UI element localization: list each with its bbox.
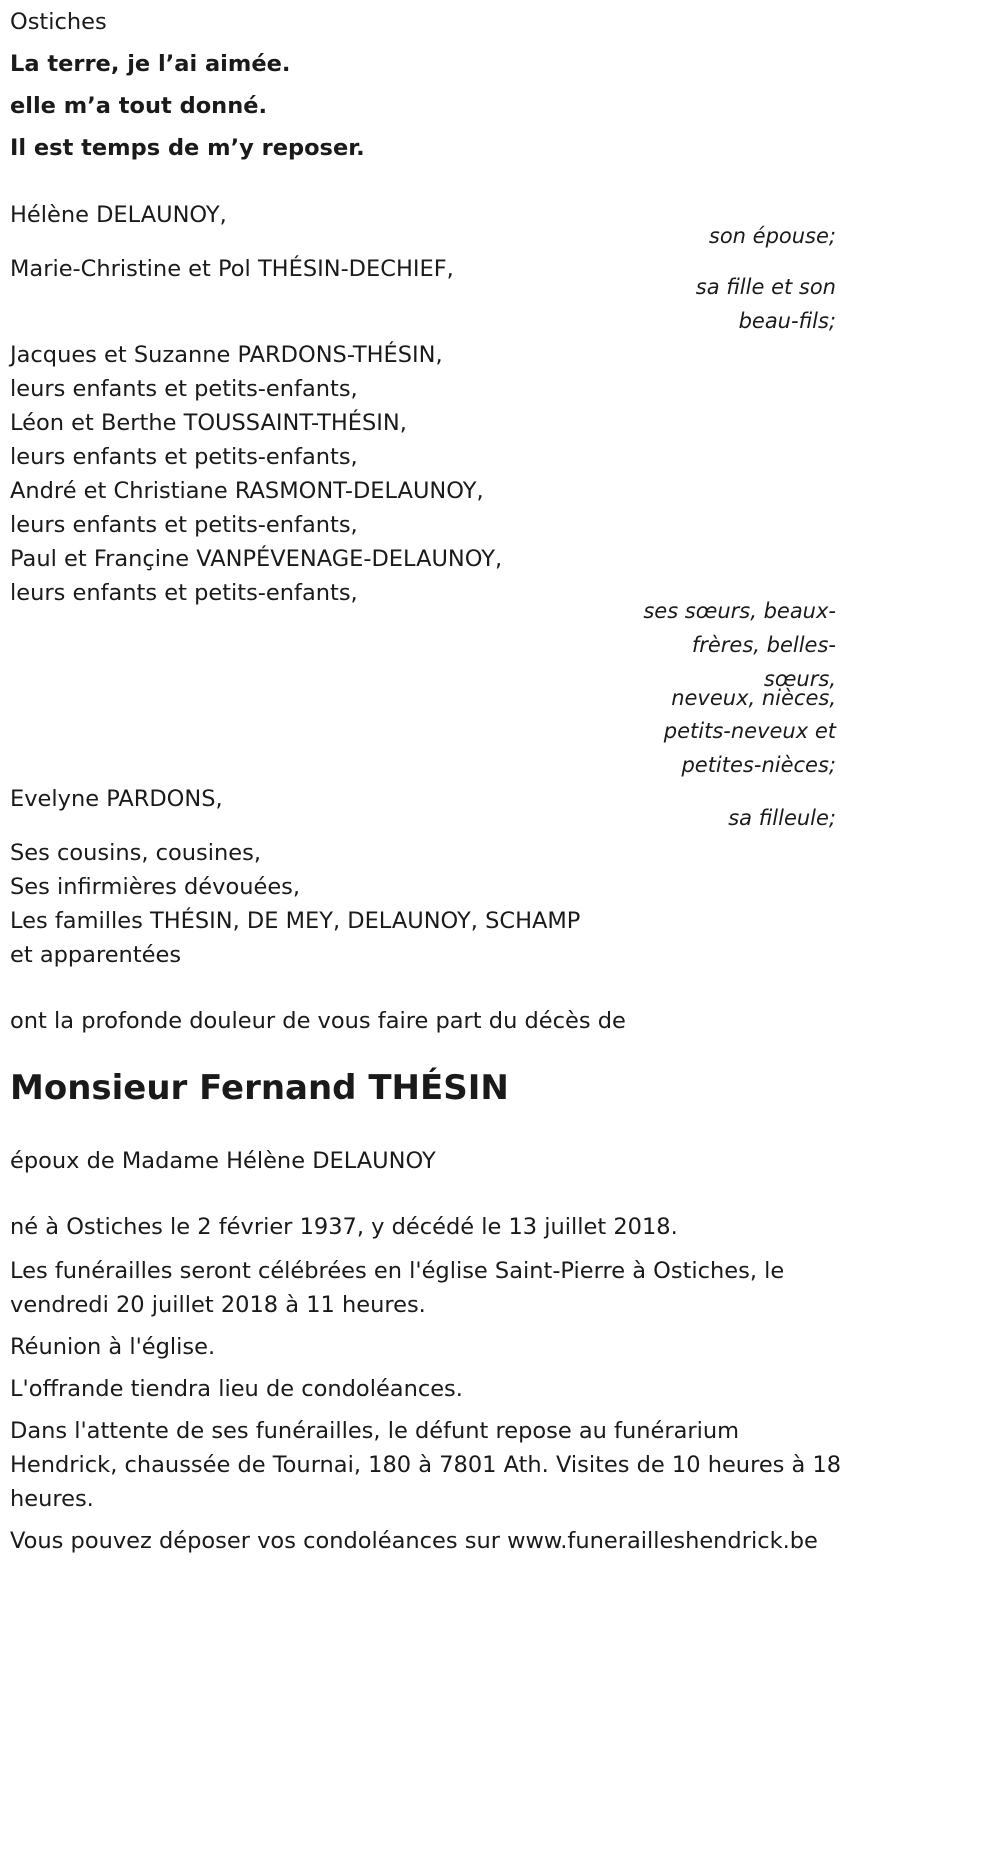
funeral-line: Les funérailles seront célébrées en l'église Saint-Pierre à Ostiches, le — [10, 1258, 785, 1284]
daughter-relation-line: sa fille et son — [695, 275, 836, 299]
epitaph-line: elle m’a tout donné. — [10, 93, 268, 119]
deceased-name: Monsieur Fernand THÉSIN — [10, 1068, 509, 1108]
rest-line: Dans l'attente de ses funérailles, le défunt repose au funérarium — [10, 1418, 740, 1444]
spouse-name: Hélène DELAUNOY, — [10, 202, 227, 228]
others-line: Les familles THÉSIN, DE MEY, DELAUNOY, SCHAMP — [10, 908, 581, 934]
epitaph-line: La terre, je l’ai aimée. — [10, 51, 291, 77]
sibling-line: Paul et Françine VANPÉVENAGE-DELAUNOY, — [10, 546, 503, 572]
place-name: Ostiches — [10, 9, 107, 35]
rest-line: heures. — [10, 1486, 94, 1512]
others-line: Ses cousins, cousines, — [10, 840, 262, 866]
spouse-of-text: époux de Madame Hélène DELAUNOY — [10, 1148, 436, 1174]
epitaph-line: Il est temps de m’y reposer. — [10, 135, 365, 161]
sibling-line: leurs enfants et petits-enfants, — [10, 512, 358, 538]
sibling-line: leurs enfants et petits-enfants, — [10, 580, 358, 606]
goddaughter-relation: sa filleule; — [728, 806, 836, 830]
siblings-relation-line: sœurs, — [763, 667, 836, 691]
siblings-relation-line: petits-neveux et — [663, 719, 836, 743]
born-died-text: né à Ostiches le 2 février 1937, y décédé le 13 juillet 2018. — [10, 1214, 678, 1240]
sibling-line: leurs enfants et petits-enfants, — [10, 444, 358, 470]
siblings-relation-line: frères, belles- — [691, 633, 836, 657]
others-line: Ses infirmières dévouées, — [10, 874, 301, 900]
rest-line: Hendrick, chaussée de Tournai, 180 à 7801 Ath. Visites de 10 heures à 18 — [10, 1452, 842, 1478]
reunion-text: Réunion à l'église. — [10, 1334, 216, 1360]
sibling-line: André et Christiane RASMONT-DELAUNOY, — [10, 478, 484, 504]
goddaughter-name: Evelyne PARDONS, — [10, 786, 223, 812]
sibling-line: leurs enfants et petits-enfants, — [10, 376, 358, 402]
daughter-relation-line: beau-fils; — [738, 309, 836, 333]
siblings-relation-line: petites-nièces; — [681, 753, 836, 777]
spouse-relation: son épouse; — [708, 224, 836, 248]
sibling-line: Jacques et Suzanne PARDONS-THÉSIN, — [10, 342, 443, 368]
sibling-line: Léon et Berthe TOUSSAINT-THÉSIN, — [10, 410, 407, 436]
condolences-text: Vous pouvez déposer vos condoléances sur www.funerailleshendrick.be — [10, 1528, 818, 1554]
others-line: et apparentées — [10, 942, 182, 968]
funeral-line: vendredi 20 juillet 2018 à 11 heures. — [10, 1292, 426, 1318]
announcement-text: ont la profonde douleur de vous faire part du décès de — [10, 1008, 626, 1034]
siblings-relation-line: neveux, nièces, — [671, 686, 836, 710]
offering-text: L'offrande tiendra lieu de condoléances. — [10, 1376, 463, 1402]
siblings-relation-line: ses sœurs, beaux- — [643, 599, 836, 623]
daughter-name: Marie-Christine et Pol THÉSIN-DECHIEF, — [10, 256, 454, 282]
